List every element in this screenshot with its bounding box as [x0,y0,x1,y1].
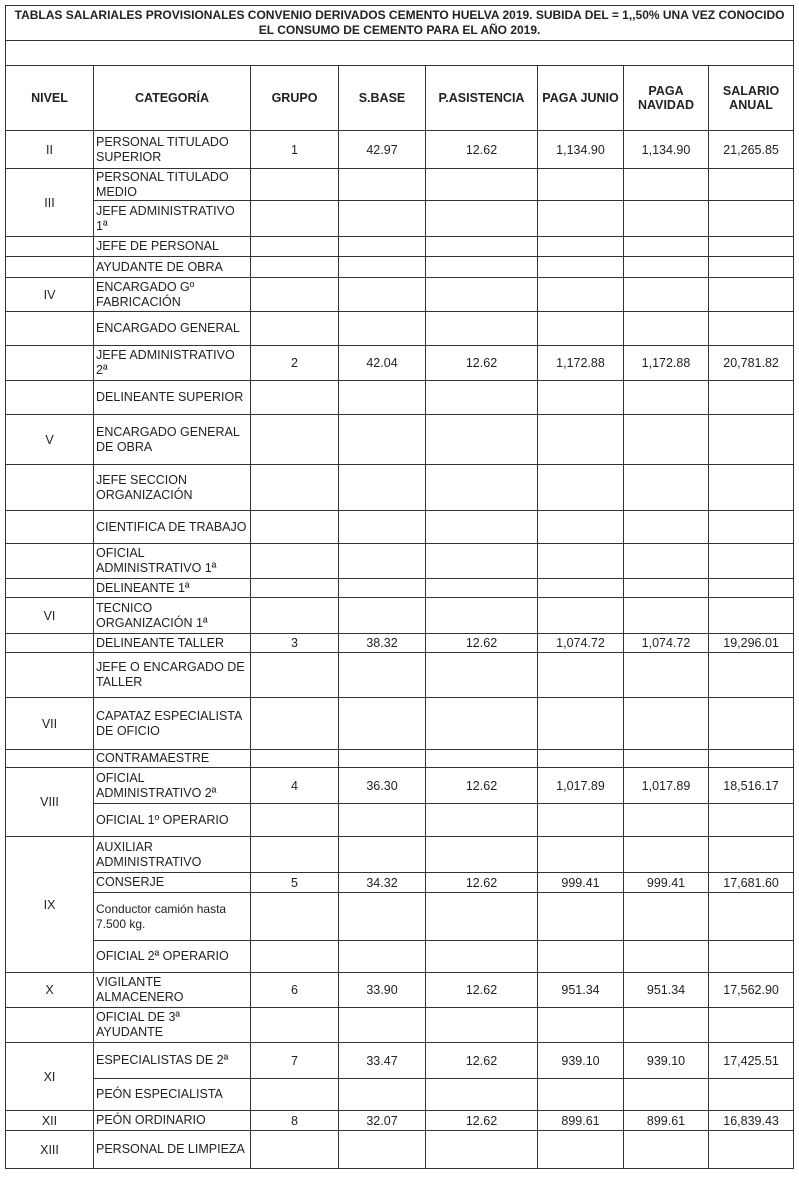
pasistencia-cell [426,201,538,237]
pasistencia-cell: 12.62 [426,346,538,381]
sbase-cell [339,750,426,768]
nivel-cell: XIII [6,1131,94,1169]
table-row [6,201,794,237]
nivel-cell [6,653,94,698]
grupo-cell [251,1131,339,1169]
paga-junio-cell [538,278,624,312]
paga-navidad-cell [624,312,709,346]
table-row [6,893,794,941]
paga-junio-cell [538,579,624,598]
categoria-cell: AUXILIAR ADMINISTRATIVO [94,837,251,873]
paga-navidad-cell [624,381,709,415]
table-row [6,1043,794,1079]
paga-junio-cell [538,465,624,511]
table-row [6,346,794,381]
pasistencia-cell [426,169,538,201]
table-row [6,278,794,312]
categoria-cell: OFICIAL ADMINISTRATIVO 1ª [94,544,251,579]
table-row [6,804,794,837]
paga-navidad-cell [624,1079,709,1111]
sbase-cell: 33.90 [339,973,426,1008]
grupo-cell: 6 [251,973,339,1008]
sbase-cell: 42.97 [339,131,426,169]
grupo-cell [251,278,339,312]
paga-navidad-cell [624,653,709,698]
grupo-cell [251,941,339,973]
salary-table [5,5,794,1169]
nivel-cell [6,465,94,511]
paga-navidad-cell: 939.10 [624,1043,709,1079]
sbase-cell: 42.04 [339,346,426,381]
grupo-cell [251,465,339,511]
header-row [6,66,794,131]
paga-navidad-cell: 1,172.88 [624,346,709,381]
pasistencia-cell [426,653,538,698]
nivel-cell [6,1008,94,1043]
paga-junio-cell [538,201,624,237]
salario-anual-cell: 16,839.43 [709,1111,794,1131]
paga-navidad-cell [624,804,709,837]
pasistencia-cell [426,237,538,257]
sbase-cell [339,804,426,837]
sbase-cell: 33.47 [339,1043,426,1079]
categoria-cell: TECNICO ORGANIZACIÓN 1ª [94,598,251,634]
paga-navidad-cell [624,544,709,579]
table-row [6,634,794,653]
categoria-cell: PEÓN ESPECIALISTA [94,1079,251,1111]
table-row [6,544,794,579]
pasistencia-cell: 12.62 [426,973,538,1008]
categoria-cell: CAPATAZ ESPECIALISTA DE OFICIO [94,698,251,750]
paga-navidad-cell: 899.61 [624,1111,709,1131]
nivel-cell: V [6,415,94,465]
paga-navidad-cell: 1,017.89 [624,768,709,804]
paga-navidad-cell [624,750,709,768]
categoria-cell: CONSERJE [94,873,251,893]
grupo-cell [251,511,339,544]
categoria-cell: DELINEANTE 1ª [94,579,251,598]
table-row [6,973,794,1008]
grupo-cell [251,544,339,579]
nivel-cell: IV [6,278,94,312]
categoria-cell: PEÓN ORDINARIO [94,1111,251,1131]
grupo-cell [251,598,339,634]
salario-anual-cell [709,544,794,579]
categoria-cell: Conductor camión hasta 7.500 kg. [94,893,251,941]
categoria-cell: JEFE ADMINISTRATIVO 2ª [94,346,251,381]
table-row [6,873,794,893]
paga-junio-cell: 1,134.90 [538,131,624,169]
paga-navidad-cell: 999.41 [624,873,709,893]
grupo-cell [251,1008,339,1043]
paga-navidad-cell [624,169,709,201]
nivel-cell [6,579,94,598]
table-row [6,598,794,634]
grupo-cell [251,698,339,750]
salario-anual-cell [709,169,794,201]
salario-anual-cell: 17,562.90 [709,973,794,1008]
salario-anual-cell [709,237,794,257]
grupo-cell: 8 [251,1111,339,1131]
sbase-cell [339,237,426,257]
grupo-cell: 7 [251,1043,339,1079]
paga-junio-cell [538,941,624,973]
nivel-cell: XII [6,1111,94,1131]
categoria-cell: VIGILANTE ALMACENERO [94,973,251,1008]
paga-junio-cell [538,257,624,278]
categoria-cell: OFICIAL DE 3ª AYUDANTE [94,1008,251,1043]
grupo-cell [251,893,339,941]
categoria-cell: ESPECIALISTAS DE 2ª [94,1043,251,1079]
paga-junio-cell: 939.10 [538,1043,624,1079]
sbase-cell [339,312,426,346]
pasistencia-cell [426,544,538,579]
pasistencia-cell [426,1131,538,1169]
pasistencia-cell [426,1008,538,1043]
categoria-cell: ENCARGADO GENERAL DE OBRA [94,415,251,465]
col-header-paga-junio: PAGA JUNIO [538,66,624,131]
sbase-cell: 38.32 [339,634,426,653]
table-row [6,257,794,278]
salario-anual-cell [709,465,794,511]
categoria-cell: CONTRAMAESTRE [94,750,251,768]
table-row [6,698,794,750]
sbase-cell [339,511,426,544]
salario-anual-cell [709,257,794,278]
table-row [6,312,794,346]
paga-navidad-cell [624,1008,709,1043]
table-row [6,750,794,768]
categoria-cell: ENCARGADO GENERAL [94,312,251,346]
pasistencia-cell [426,511,538,544]
col-header-categoria: CATEGORÍA [94,66,251,131]
salario-anual-cell [709,201,794,237]
paga-junio-cell [538,1131,624,1169]
sbase-cell [339,278,426,312]
table-row [6,768,794,804]
pasistencia-cell [426,698,538,750]
table-row [6,237,794,257]
categoria-cell: JEFE SECCION ORGANIZACIÓN [94,465,251,511]
salario-anual-cell [709,653,794,698]
paga-junio-cell: 951.34 [538,973,624,1008]
grupo-cell: 1 [251,131,339,169]
paga-navidad-cell [624,941,709,973]
categoria-cell: DELINEANTE TALLER [94,634,251,653]
grupo-cell [251,201,339,237]
pasistencia-cell [426,893,538,941]
grupo-cell [251,750,339,768]
sbase-cell [339,598,426,634]
sbase-cell [339,698,426,750]
pasistencia-cell [426,837,538,873]
blank-row [6,41,794,66]
pasistencia-cell: 12.62 [426,131,538,169]
categoria-cell: JEFE DE PERSONAL [94,237,251,257]
sbase-cell [339,1131,426,1169]
nivel-cell [6,257,94,278]
categoria-cell: PERSONAL TITULADO MEDIO [94,169,251,201]
table-row [6,131,794,169]
grupo-cell [251,169,339,201]
grupo-cell [251,415,339,465]
salario-anual-cell: 17,425.51 [709,1043,794,1079]
pasistencia-cell [426,312,538,346]
nivel-cell [6,544,94,579]
paga-navidad-cell [624,598,709,634]
pasistencia-cell [426,750,538,768]
grupo-cell [251,257,339,278]
paga-junio-cell: 1,074.72 [538,634,624,653]
paga-junio-cell [538,598,624,634]
nivel-cell [6,237,94,257]
pasistencia-cell: 12.62 [426,768,538,804]
pasistencia-cell [426,579,538,598]
categoria-cell: OFICIAL 1º OPERARIO [94,804,251,837]
nivel-cell: XI [6,1043,94,1111]
sbase-cell [339,941,426,973]
paga-junio-cell [538,511,624,544]
salario-anual-cell [709,381,794,415]
paga-junio-cell [538,750,624,768]
paga-junio-cell: 899.61 [538,1111,624,1131]
grupo-cell [251,804,339,837]
table-row [6,415,794,465]
grupo-cell [251,381,339,415]
col-header-salario-anual: SALARIO ANUAL [709,66,794,131]
paga-junio-cell [538,698,624,750]
paga-junio-cell [538,237,624,257]
paga-junio-cell [538,415,624,465]
nivel-cell: VI [6,598,94,634]
salario-anual-cell [709,415,794,465]
salario-anual-cell [709,804,794,837]
sbase-cell [339,893,426,941]
pasistencia-cell [426,381,538,415]
salario-anual-cell [709,312,794,346]
paga-junio-cell [538,1079,624,1111]
paga-navidad-cell [624,511,709,544]
table-row [6,1008,794,1043]
pasistencia-cell: 12.62 [426,873,538,893]
pasistencia-cell: 12.62 [426,634,538,653]
salario-anual-cell [709,750,794,768]
col-header-nivel: NIVEL [6,66,94,131]
paga-navidad-cell: 951.34 [624,973,709,1008]
grupo-cell [251,579,339,598]
sbase-cell: 36.30 [339,768,426,804]
table-row [6,465,794,511]
grupo-cell: 4 [251,768,339,804]
col-header-paga-navidad: PAGA NAVIDAD [624,66,709,131]
salario-anual-cell: 18,516.17 [709,768,794,804]
paga-navidad-cell: 1,074.72 [624,634,709,653]
sbase-cell: 34.32 [339,873,426,893]
pasistencia-cell [426,804,538,837]
salario-anual-cell [709,1008,794,1043]
categoria-cell: DELINEANTE SUPERIOR [94,381,251,415]
sbase-cell [339,579,426,598]
categoria-cell: JEFE ADMINISTRATIVO 1ª [94,201,251,237]
categoria-cell: AYUDANTE DE OBRA [94,257,251,278]
table-row [6,941,794,973]
categoria-cell: ENCARGADO Gº FABRICACIÓN [94,278,251,312]
grupo-cell [251,837,339,873]
table-row [6,837,794,873]
grupo-cell: 5 [251,873,339,893]
salary-table-document [5,5,793,1169]
categoria-cell: JEFE O ENCARGADO DE TALLER [94,653,251,698]
paga-junio-cell [538,169,624,201]
nivel-cell [6,511,94,544]
categoria-cell: CIENTIFICA DE TRABAJO [94,511,251,544]
grupo-cell [251,1079,339,1111]
salario-anual-cell: 20,781.82 [709,346,794,381]
sbase-cell [339,201,426,237]
salario-anual-cell [709,278,794,312]
salario-anual-cell [709,579,794,598]
categoria-cell: OFICIAL ADMINISTRATIVO 2ª [94,768,251,804]
salario-anual-cell [709,1079,794,1111]
table-row [6,653,794,698]
nivel-cell: II [6,131,94,169]
paga-junio-cell [538,381,624,415]
table-row [6,169,794,201]
grupo-cell [251,653,339,698]
sbase-cell [339,257,426,278]
sbase-cell [339,653,426,698]
pasistencia-cell [426,598,538,634]
table-row [6,1079,794,1111]
nivel-cell: VII [6,698,94,750]
paga-junio-cell [538,804,624,837]
table-row [6,1131,794,1169]
grupo-cell: 3 [251,634,339,653]
categoria-cell: OFICIAL 2ª OPERARIO [94,941,251,973]
paga-navidad-cell [624,278,709,312]
paga-navidad-cell [624,579,709,598]
pasistencia-cell [426,1079,538,1111]
col-header-sbase: S.BASE [339,66,426,131]
col-header-grupo: GRUPO [251,66,339,131]
nivel-cell: III [6,169,94,237]
paga-junio-cell [538,1008,624,1043]
paga-junio-cell [538,837,624,873]
paga-navidad-cell [624,201,709,237]
col-header-pasistencia: P.ASISTENCIA [426,66,538,131]
paga-navidad-cell [624,1131,709,1169]
grupo-cell [251,237,339,257]
categoria-cell: PERSONAL DE LIMPIEZA [94,1131,251,1169]
paga-junio-cell: 1,172.88 [538,346,624,381]
sbase-cell [339,465,426,511]
nivel-cell: VIII [6,768,94,837]
table-row [6,1111,794,1131]
pasistencia-cell [426,941,538,973]
nivel-cell [6,312,94,346]
salario-anual-cell [709,893,794,941]
pasistencia-cell [426,278,538,312]
categoria-cell: PERSONAL TITULADO SUPERIOR [94,131,251,169]
paga-junio-cell: 1,017.89 [538,768,624,804]
paga-navidad-cell [624,465,709,511]
salario-anual-cell: 17,681.60 [709,873,794,893]
salario-anual-cell [709,698,794,750]
sbase-cell [339,1008,426,1043]
paga-junio-cell [538,893,624,941]
paga-junio-cell [538,544,624,579]
pasistencia-cell [426,415,538,465]
salario-anual-cell: 21,265.85 [709,131,794,169]
salario-anual-cell [709,511,794,544]
paga-navidad-cell [624,893,709,941]
salario-anual-cell [709,598,794,634]
sbase-cell [339,837,426,873]
table-row [6,381,794,415]
paga-junio-cell: 999.41 [538,873,624,893]
paga-navidad-cell [624,837,709,873]
paga-navidad-cell [624,698,709,750]
paga-navidad-cell [624,257,709,278]
sbase-cell [339,544,426,579]
sbase-cell [339,415,426,465]
grupo-cell [251,312,339,346]
table-row [6,579,794,598]
paga-junio-cell [538,312,624,346]
document-title: TABLAS SALARIALES PROVISIONALES CONVENIO DERIVADOS CEMENTO HUELVA 2019. SUBIDA DEL = 1,,50% UNA VEZ CONOCIDO EL CONSUMO DE CEMENTO PARA EL AÑO 2019. [6,6,794,41]
nivel-cell [6,634,94,653]
pasistencia-cell [426,257,538,278]
paga-navidad-cell [624,237,709,257]
nivel-cell [6,381,94,415]
salario-anual-cell [709,837,794,873]
paga-junio-cell [538,653,624,698]
sbase-cell [339,169,426,201]
sbase-cell [339,1079,426,1111]
sbase-cell [339,381,426,415]
salario-anual-cell [709,941,794,973]
pasistencia-cell [426,465,538,511]
paga-navidad-cell [624,415,709,465]
salario-anual-cell: 19,296.01 [709,634,794,653]
paga-navidad-cell: 1,134.90 [624,131,709,169]
nivel-cell [6,750,94,768]
nivel-cell [6,346,94,381]
nivel-cell: X [6,973,94,1008]
grupo-cell: 2 [251,346,339,381]
salario-anual-cell [709,1131,794,1169]
nivel-cell: IX [6,837,94,973]
pasistencia-cell: 12.62 [426,1043,538,1079]
table-row [6,511,794,544]
sbase-cell: 32.07 [339,1111,426,1131]
pasistencia-cell: 12.62 [426,1111,538,1131]
